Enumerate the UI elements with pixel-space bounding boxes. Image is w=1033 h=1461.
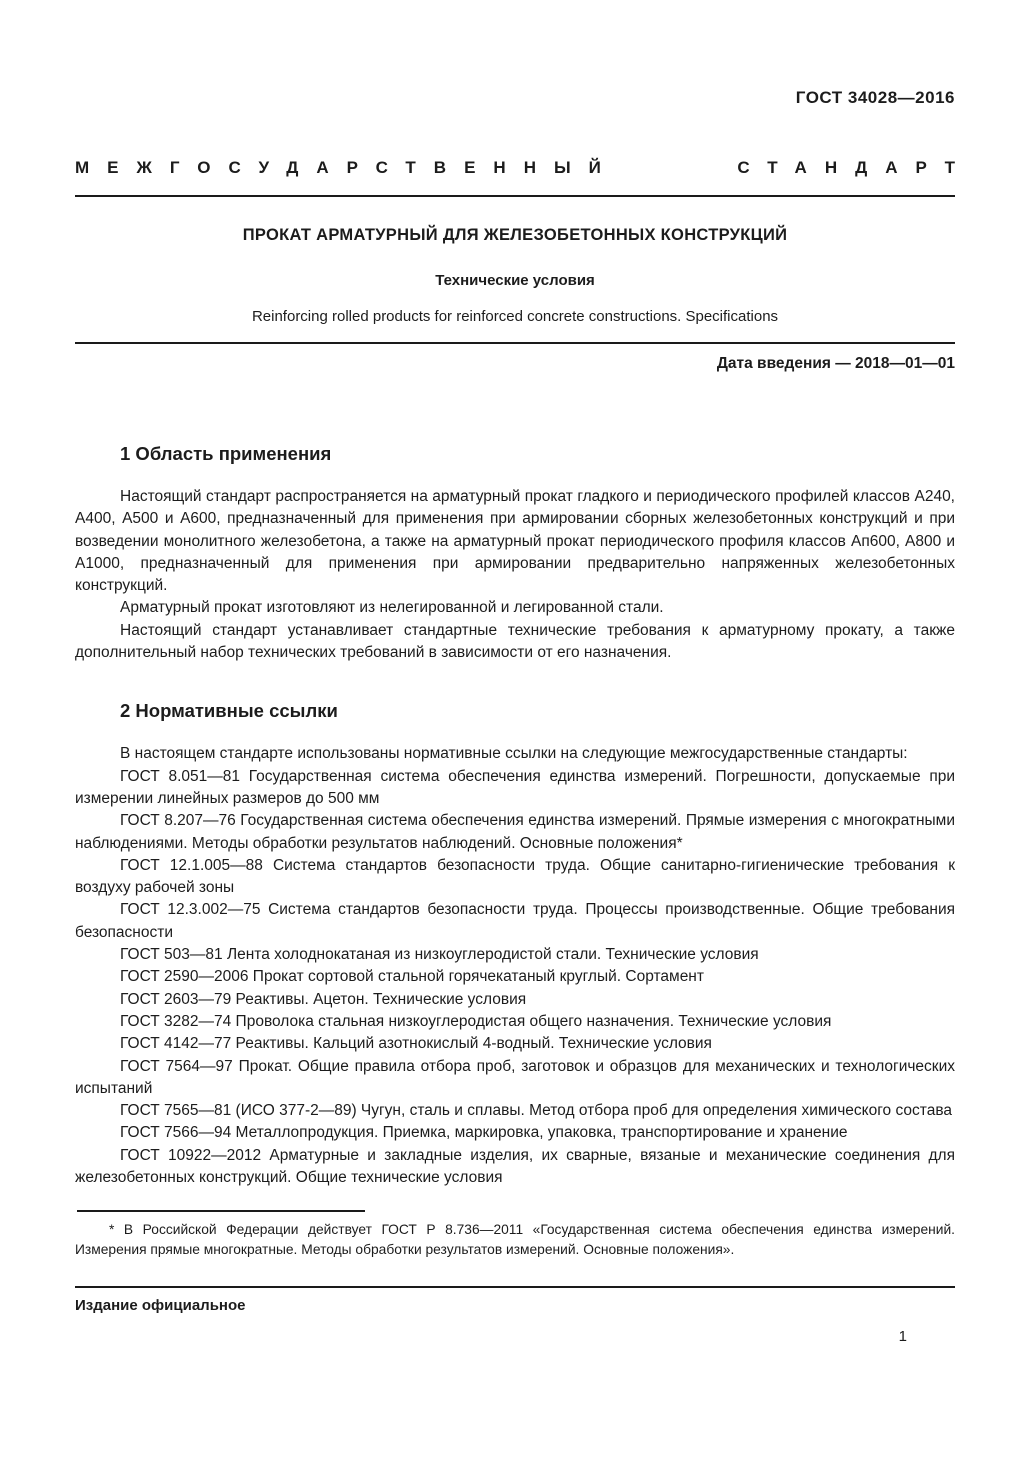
page-footer xyxy=(75,1286,955,1345)
standard-reference: ГОСТ 7564—97 Прокат. Общие правила отбора проб, заготовок и образцов для механических и технологических испытаний xyxy=(75,1057,955,1097)
standard-reference: ГОСТ 8.051—81 Государственная система обеспечения единства измерений. Погрешности, допускаемые при измерении линейных размеров до 500 мм xyxy=(75,767,955,807)
doc-number: ГОСТ 34028—2016 xyxy=(795,88,955,107)
standard-reference: ГОСТ 503—81 Лента холоднокатаная из низкоуглеродистой стали. Технические условия xyxy=(120,946,759,964)
standard-type-word2: СТАНДАРТ xyxy=(737,158,973,177)
footnote-block xyxy=(75,1210,955,1259)
document-subtitle: Технические условия xyxy=(435,272,595,289)
introduction-date: Дата введения — 2018—01—01 xyxy=(716,355,955,372)
section-1-paragraph: Настоящий стандарт устанавливает стандартные технические требования к арматурному прокату, а также дополнительный набор технических требований в зависимости от его назначения. xyxy=(75,621,955,662)
standard-reference: ГОСТ 2603—79 Реактивы. Ацетон. Технические условия xyxy=(120,990,527,1008)
standard-reference: ГОСТ 3282—74 Проволока стальная низкоуглеродистая общего назначения. Технические условия xyxy=(120,1012,832,1030)
section-2-intro-paragraph: В настоящем стандарте использованы нормативные ссылки на следующие межгосударственные стандарты: xyxy=(120,745,908,763)
standard-reference: ГОСТ 7566—94 Металлопродукция. Приемка, маркировка, упаковка, транспортирование и хранение xyxy=(120,1124,848,1142)
standard-reference: ГОСТ 7565—81 (ИСО 377-2—89) Чугун, сталь и сплавы. Метод отбора проб для определения химического состава xyxy=(120,1102,952,1120)
footnote-text: * В Российской Федерации действует ГОСТ Р 8.736—2011 «Государственная система обеспечения единства измерений. Измерения прямые многократные. Методы обработки результатов измерений. Основные положения». xyxy=(75,1222,955,1257)
standard-type-word1: МЕЖГОСУДАРСТВЕННЫЙ xyxy=(75,158,619,177)
standard-reference: ГОСТ 12.3.002—75 Система стандартов безопасности труда. Процессы производственные. Общие требования безопасности xyxy=(75,901,955,941)
section-2-heading: 2 Нормативные ссылки xyxy=(120,700,338,722)
section-1-paragraph: Арматурный прокат изготовляют из нелегированной и легированной стали. xyxy=(120,599,664,617)
page-number: 1 xyxy=(898,1328,907,1345)
document-title: ПРОКАТ АРМАТУРНЫЙ ДЛЯ ЖЕЛЕЗОБЕТОННЫХ КОНСТРУКЦИЙ xyxy=(242,226,788,244)
standard-type-heading xyxy=(75,158,973,178)
section-1-heading: 1 Область применения xyxy=(120,443,332,464)
standard-reference: ГОСТ 12.1.005—88 Система стандартов безопасности труда. Общие санитарно-гигиенические требования к воздуху рабочей зоны xyxy=(75,856,955,897)
standard-reference: ГОСТ 10922—2012 Арматурные и закладные изделия, их сварные, вязаные и механические соединения для железобетонных конструкций. Общие технические условия xyxy=(75,1146,955,1187)
section-1-paragraph: Настоящий стандарт распространяется на арматурный прокат гладкого и периодического профилей классов А240, А400, А500 и А600, предназначенный для применения при армировании сборных железобетонных конструкций и при возведении монолитного железобетона, а также на арматурный прокат периодического профиля классов Ап600, А800 и А1000, предназначенный для применения при армировании предварительно напряженных железобетонных конструкций. xyxy=(75,488,955,595)
footnote-rule xyxy=(77,1210,365,1212)
footer-horizontal-rule xyxy=(75,1286,955,1288)
document-title-english: Reinforcing rolled products for reinforced concrete constructions. Specifications xyxy=(251,308,779,325)
standard-reference: ГОСТ 2590—2006 Прокат сортовой стальной горячекатаный круглый. Сортамент xyxy=(120,968,704,986)
header-horizontal-rule xyxy=(75,195,955,197)
title-horizontal-rule xyxy=(75,342,955,344)
edition-note: Издание официальное xyxy=(75,1297,246,1314)
standard-reference: ГОСТ 4142—77 Реактивы. Кальций азотнокислый 4-водный. Технические условия xyxy=(120,1035,712,1053)
standard-reference: ГОСТ 8.207—76 Государственная система обеспечения единства измерений. Прямые измерения с многократными наблюдениями. Методы обработки результатов наблюдений. Основные положения* xyxy=(75,812,955,852)
